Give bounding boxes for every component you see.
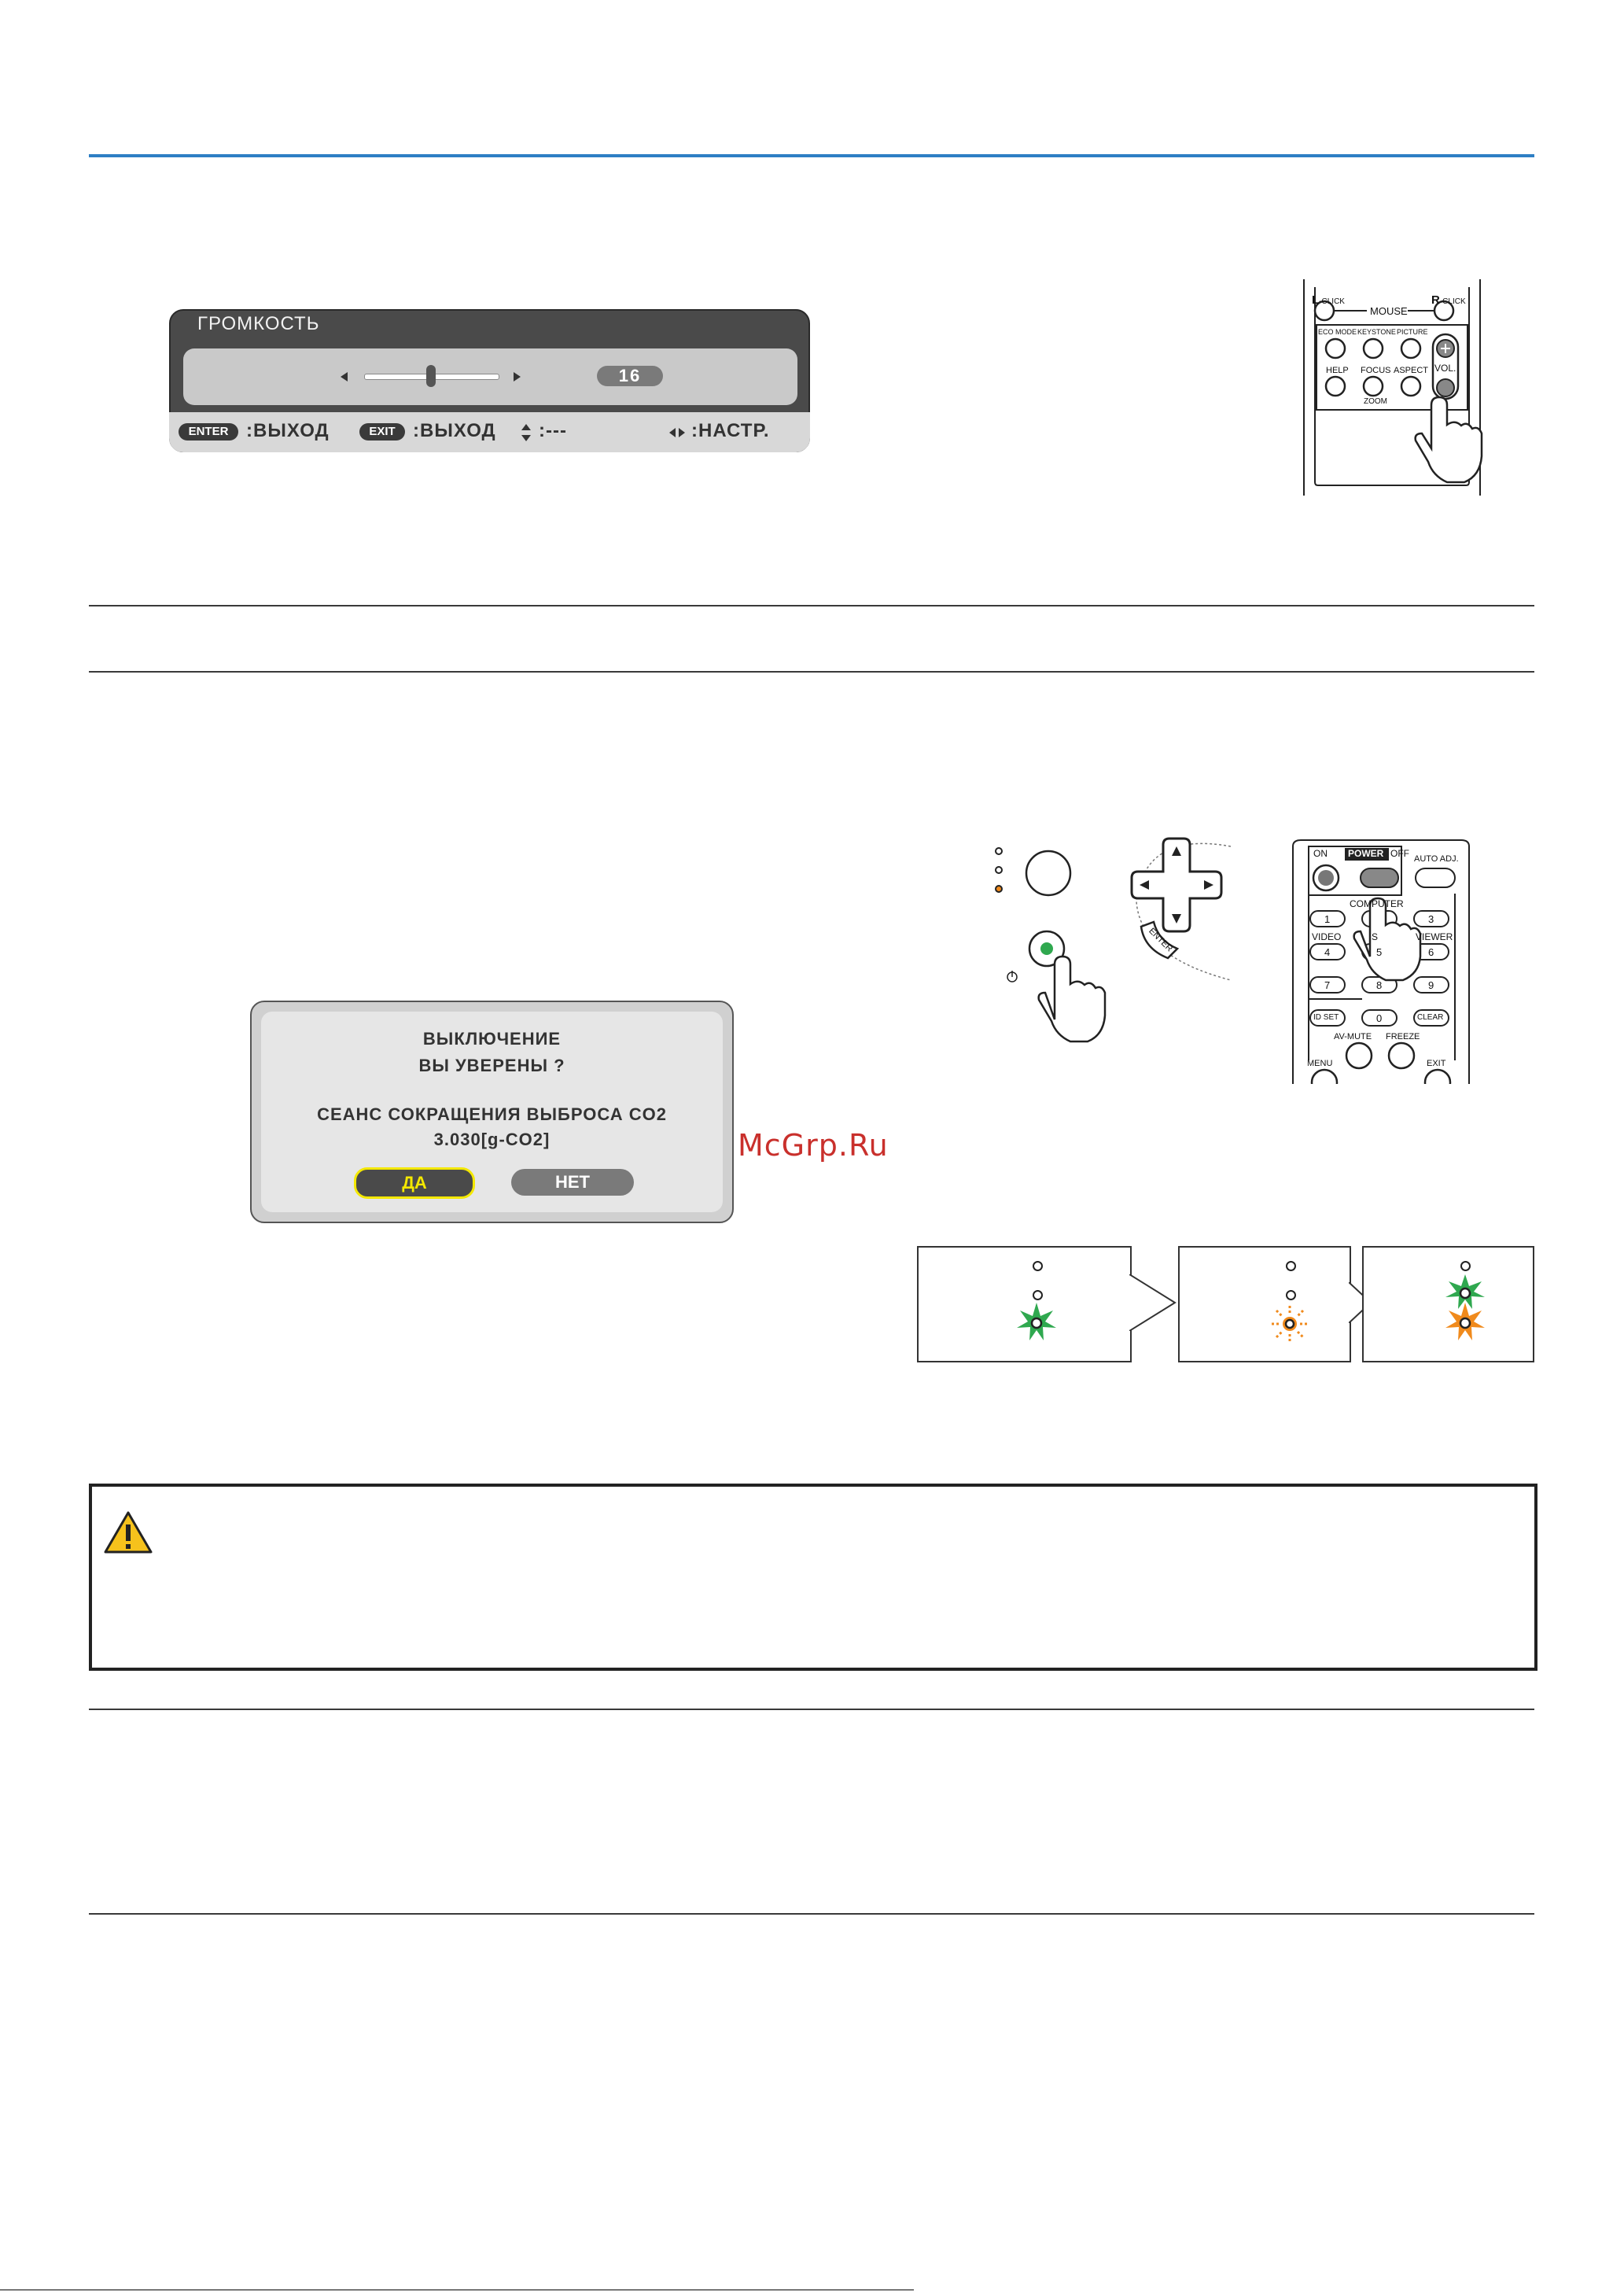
co2-value: 3.030[g-CO2] (433, 1130, 551, 1149)
zoom-label: ZOOM (1364, 397, 1387, 406)
volume-value: 16 (597, 366, 663, 386)
section-rule (89, 1709, 1534, 1710)
power-off-title: ВЫКЛЮЧЕНИЕ (422, 1029, 562, 1049)
power-off-osd (250, 1001, 734, 1223)
no-button[interactable]: НЕТ (511, 1169, 634, 1196)
confirm-question: ВЫ УВЕРЕНЫ ? (418, 1056, 565, 1075)
freeze-label: FREEZE (1386, 1032, 1420, 1041)
computer-label: COMPUTER (1350, 898, 1404, 909)
section-rule (89, 605, 1534, 606)
clear-label: CLEAR (1417, 1013, 1444, 1022)
page-bottom-rule (0, 2289, 914, 2291)
viewer-label: VIEWER (1416, 931, 1453, 942)
led-green-blink-icon (1017, 1303, 1056, 1342)
led-status-off (1286, 1290, 1296, 1300)
remote-power-body (1290, 839, 1472, 1084)
auto-adj-label: AUTO ADJ. (1414, 854, 1459, 864)
key-4: 4 (1324, 946, 1331, 958)
av-mute-label: AV-MUTE (1334, 1032, 1372, 1041)
remote-vol-illustration (1298, 279, 1486, 500)
keystone-label: KEYSTONE (1357, 328, 1396, 336)
aspect-label: ASPECT (1394, 366, 1429, 375)
key-0: 0 (1376, 1012, 1383, 1024)
l-click-label: L-CLICK (1312, 293, 1345, 307)
up-down-arrow-icon (521, 424, 531, 441)
warning-triangle-icon (103, 1510, 153, 1554)
s-label: S (1372, 931, 1379, 942)
video-label: VIDEO (1312, 931, 1342, 942)
menu-label: MENU (1307, 1059, 1333, 1068)
key-1: 1 (1324, 913, 1331, 925)
help-label: HELP (1326, 366, 1349, 375)
led-panel-step-2 (1178, 1246, 1351, 1362)
section-rule (89, 671, 1534, 673)
enter-action-label: :ВЫХОД (246, 420, 330, 441)
power-label: POWER (1348, 848, 1384, 859)
enter-key-badge: ENTER (179, 423, 238, 441)
co2-session-label: СЕАНС СОКРАЩЕНИЯ ВЫБРОСА CO2 (317, 1104, 667, 1124)
section-rule (89, 1913, 1534, 1915)
volume-slider-panel (183, 348, 797, 405)
led-status-off (1033, 1290, 1043, 1300)
yes-button[interactable]: ДА (354, 1167, 475, 1199)
vol-label: VOL. (1434, 363, 1456, 374)
left-right-arrow-icon (669, 428, 685, 437)
eco-mode-label: ECO MODE (1318, 328, 1357, 336)
key-8: 8 (1376, 979, 1383, 991)
header-rule (89, 154, 1534, 157)
focus-label: FOCUS (1361, 366, 1391, 375)
cabinet-illustration (979, 823, 1231, 1051)
on-label: ON (1313, 848, 1328, 859)
key-9: 9 (1428, 979, 1434, 991)
key-6: 6 (1428, 946, 1434, 958)
off-label: OFF (1390, 848, 1409, 859)
sequence-arrow-1 (1129, 1274, 1178, 1331)
arrow-left-icon (341, 372, 348, 382)
exit-key-badge: EXIT (359, 423, 405, 441)
key-7: 7 (1324, 979, 1331, 991)
led-status-off (1033, 1261, 1043, 1271)
led-orange-glow-icon (1272, 1306, 1308, 1342)
updown-action-label: :--- (539, 420, 567, 441)
key-5: 5 (1376, 946, 1383, 958)
mouse-label: MOUSE (1370, 305, 1408, 317)
led-status-off (1460, 1261, 1471, 1271)
exit-label: EXIT (1427, 1059, 1446, 1068)
volume-osd (169, 309, 810, 452)
leftright-action-label: :НАСТР. (691, 420, 770, 441)
exit-action-label: :ВЫХОД (413, 420, 496, 441)
id-set-label: ID SET (1313, 1013, 1339, 1022)
cabinet-enter-label: ENTER (1147, 926, 1175, 954)
r-click-label: R-CLICK (1431, 293, 1466, 307)
volume-osd-title: ГРОМКОСТЬ (197, 313, 320, 334)
caution-box (89, 1484, 1537, 1671)
led-orange-on-icon (1445, 1303, 1485, 1342)
volume-osd-footer (169, 412, 810, 452)
watermark: McGrp.Ru (738, 1128, 889, 1163)
key-3: 3 (1428, 913, 1434, 925)
picture-label: PICTURE (1397, 328, 1428, 336)
led-status-off (1286, 1261, 1296, 1271)
cabinet-drawing (979, 823, 1231, 1051)
remote-power-illustration (1290, 839, 1472, 1084)
volume-slider-thumb[interactable] (426, 365, 436, 387)
arrow-right-icon (514, 372, 521, 382)
